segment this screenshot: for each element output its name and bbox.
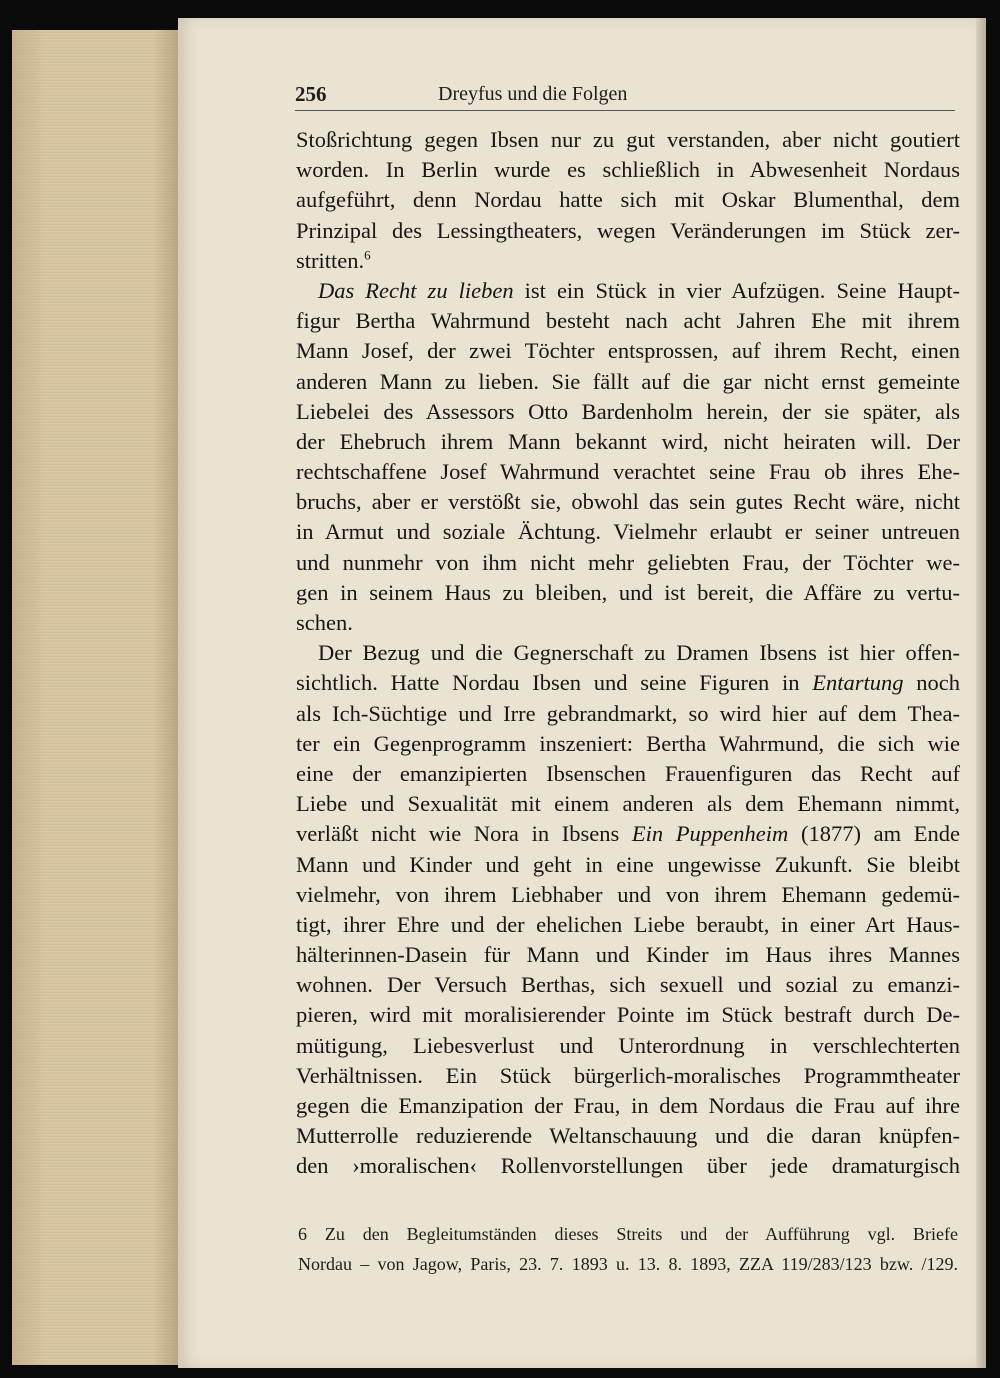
work-title: Das Recht zu lieben	[318, 277, 514, 303]
text-line: figur Bertha Wahrmund besteht nach acht Jahren Ehe mit ihrem	[296, 308, 960, 334]
text-line: der Ehebruch ihrem Mann bekannt wird, nicht heiraten will. Der	[296, 428, 960, 454]
book-page-edges	[12, 30, 179, 1365]
footnote-marker: 6	[364, 247, 371, 263]
line-text: verläßt nicht wie Nora in Ibsens	[296, 821, 632, 847]
work-title: Ein Puppenheim	[631, 821, 789, 847]
text-line: Liebelei des Assessors Otto Bardenholm herein, der sie später, als	[296, 398, 960, 424]
line-text: noch	[903, 670, 960, 696]
text-line: Verhältnissen. Ein Stück bürgerlich-moralisches Programmtheater	[296, 1062, 960, 1088]
footnote-line: 6 Zu den Begleitumständen dieses Streits und der Aufführung vgl. Briefe	[298, 1224, 958, 1244]
work-title: Entartung	[812, 670, 904, 696]
running-head: Dreyfus und die Folgen	[438, 83, 628, 105]
text-line: Mann und Kinder und geht in eine ungewisse Zukunft. Sie bleibt	[296, 851, 960, 877]
text-line: rechtschaffene Josef Wahrmund verachtet seine Frau ob ihres Ehe-	[296, 459, 960, 485]
page-right-edge	[976, 18, 986, 1368]
line-text: sichtlich. Hatte Nordau Ibsen und seine Figuren in	[296, 670, 813, 696]
text-line: und nunmehr von ihm nicht mehr geliebten Frau, der Töchter we-	[296, 549, 960, 575]
line-text: ist ein Stück in vier Aufzügen. Seine Haupt-	[513, 277, 960, 303]
text-line: eine der emanzipierten Ibsenschen Frauenfiguren das Recht auf	[296, 760, 960, 786]
text-line: als Ich-Süchtige und Irre gebrandmarkt, so wird hier auf dem Thea-	[296, 700, 960, 726]
text-line: Der Bezug und die Gegnerschaft zu Dramen Ibsens ist hier offen-	[318, 640, 960, 666]
text-line: pieren, wird mit moralisierender Pointe im Stück bestraft durch De-	[296, 1002, 960, 1028]
body-text	[296, 125, 960, 1182]
line-text: (1877) am Ende	[788, 821, 960, 847]
text-line: in Armut und soziale Ächtung. Vielmehr erlaubt er seiner untreuen	[296, 519, 960, 545]
text-line: wohnen. Der Versuch Berthas, sich sexuell und sozial zu emanzi-	[296, 972, 960, 998]
text-line: gen in seinem Haus zu bleiben, und ist bereit, die Affäre zu vertu-	[296, 579, 960, 605]
text-line: aufgeführt, denn Nordau hatte sich mit Oskar Blumenthal, dem	[296, 187, 960, 213]
text-line: tigt, ihrer Ehre und der ehelichen Liebe beraubt, in einer Art Haus-	[296, 911, 960, 937]
page-header	[295, 80, 955, 111]
text-line: Mutterrolle reduzierende Weltanschauung und die daran knüpfen-	[296, 1123, 960, 1149]
text-line: Liebe und Sexualität mit einem anderen als dem Ehemann nimmt,	[296, 791, 960, 817]
line-text: stritten.	[296, 247, 365, 273]
text-line: schen.	[296, 610, 353, 635]
text-line: mütigung, Liebesverlust und Unterordnung in verschlechterten	[296, 1032, 960, 1058]
footnote	[298, 1221, 958, 1281]
text-line	[296, 819, 960, 849]
text-line	[296, 246, 960, 276]
page-number: 256	[295, 82, 327, 106]
text-line: den ›moralischen‹ Rollenvorstellungen über jede dramaturgisch	[296, 1153, 960, 1179]
text-line: bruchs, aber er verstößt sie, obwohl das sein gutes Recht wäre, nicht	[296, 489, 960, 515]
text-line: Prinzipal des Lessingtheaters, wegen Veränderungen im Stück zer-	[296, 217, 960, 243]
text-line: gegen die Emanzipation der Frau, in dem Nordaus die Frau auf ihre	[296, 1093, 960, 1118]
text-line: ter ein Gegenprogramm inszeniert: Bertha Wahrmund, die sich wie	[296, 730, 960, 756]
text-line: Mann Josef, der zwei Töchter entsprossen, auf ihrem Recht, einen	[296, 338, 960, 364]
text-line: hälterinnen-Dasein für Mann und Kinder im Haus ihres Mannes	[296, 942, 960, 968]
text-line: vielmehr, von ihrem Liebhaber und von ihrem Ehemann gedemü-	[296, 881, 960, 907]
text-line: worden. In Berlin wurde es schließlich in Abwesenheit Nordaus	[296, 157, 960, 183]
text-line: anderen Mann zu lieben. Sie fällt auf die gar nicht ernst gemeinte	[296, 368, 960, 394]
text-line	[296, 276, 960, 306]
footnote-line: Nordau – von Jagow, Paris, 23. 7. 1893 u. 13. 8. 1893, ZZA 119/283/123 bzw. /129.	[298, 1254, 958, 1275]
text-line	[296, 668, 960, 698]
text-line: Stoßrichtung gegen Ibsen nur zu gut verstanden, aber nicht goutiert	[296, 127, 960, 152]
